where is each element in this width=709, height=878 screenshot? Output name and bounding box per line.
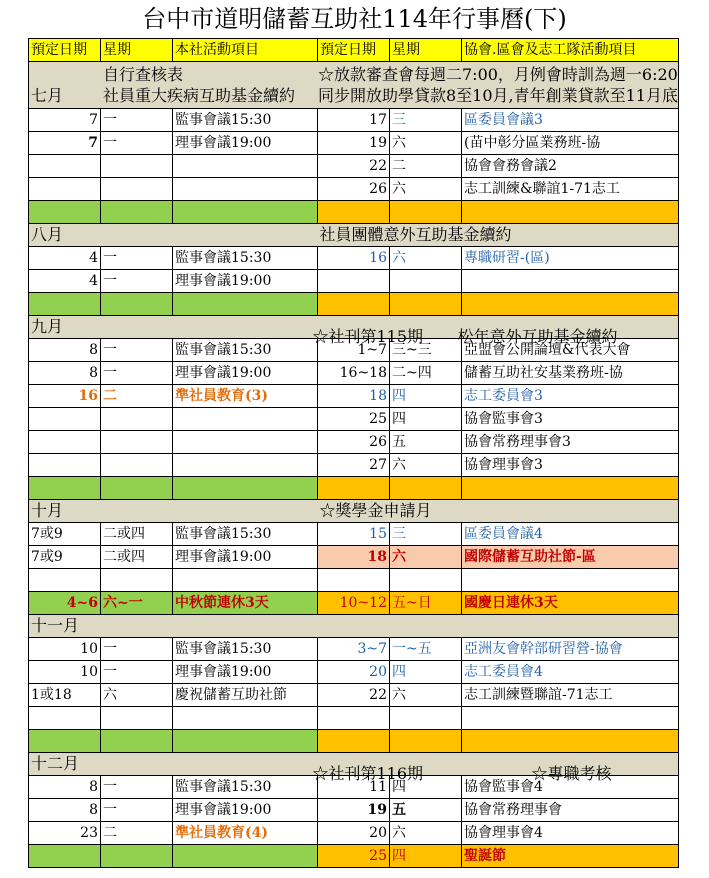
date-cell: 1或18 xyxy=(29,684,101,707)
month-label: 九月 xyxy=(31,317,64,336)
holiday-row xyxy=(29,845,679,868)
date-cell: 18 xyxy=(318,385,390,408)
table-row xyxy=(29,799,679,822)
date-cell: 17 xyxy=(318,109,390,132)
weekday-cell xyxy=(101,431,173,454)
section-note: 社員重大疾病互助基金續約 xyxy=(103,86,296,105)
month-label: 十月 xyxy=(29,500,318,523)
table-row xyxy=(29,822,679,845)
section-october xyxy=(29,500,679,523)
month-label: 八月 xyxy=(29,224,318,247)
event-cell xyxy=(173,845,318,868)
event-cell: 協會會務會議2 xyxy=(462,155,679,178)
section-note: 自行查核表 xyxy=(103,65,184,84)
weekday-cell: 四 xyxy=(390,385,462,408)
weekday-cell: 三~三 xyxy=(390,339,462,362)
event-cell xyxy=(173,454,318,477)
event-cell: 準社員教育(4) xyxy=(173,822,318,845)
weekday-cell xyxy=(101,408,173,431)
date-cell: 1~7 xyxy=(318,339,390,362)
event-cell xyxy=(173,408,318,431)
date-cell xyxy=(318,270,390,293)
event-cell: 監事會議15:30 xyxy=(173,638,318,661)
date-cell: 7或9 xyxy=(29,546,101,569)
section-note: ☆獎學金申請月 xyxy=(318,500,679,523)
month-label: 七月 xyxy=(31,86,64,105)
event-cell: 志工委員會3 xyxy=(462,385,679,408)
weekday-cell: 六 xyxy=(390,546,462,569)
event-cell: 志工訓練&聯誼1-71志工 xyxy=(462,178,679,201)
date-cell: 8 xyxy=(29,362,101,385)
date-cell: 19 xyxy=(318,132,390,155)
weekday-cell: 二或四 xyxy=(101,523,173,546)
date-cell: 26 xyxy=(318,431,390,454)
table-row xyxy=(29,546,679,569)
weekday-cell: 一 xyxy=(101,270,173,293)
event-cell: 監事會議15:30 xyxy=(173,247,318,270)
weekday-cell: 一 xyxy=(101,132,173,155)
header-date: 預定日期 xyxy=(29,39,101,62)
event-cell: 準社員教育(3) xyxy=(173,385,318,408)
section-note: 同步開放助學貸款8至10月,青年創業貸款至11月底 xyxy=(318,86,678,105)
date-cell: 10 xyxy=(29,638,101,661)
weekday-cell: 一 xyxy=(101,247,173,270)
date-cell: 19 xyxy=(318,799,390,822)
event-cell xyxy=(462,270,679,293)
calendar-table xyxy=(28,38,679,868)
event-cell: 理事會議19:00 xyxy=(173,661,318,684)
color-bar-row xyxy=(29,293,679,316)
date-cell: 7 xyxy=(29,132,101,155)
section-note: ☆放款審查會每週二7:00，月例會時訓為週一6:20 xyxy=(318,65,678,84)
table-row xyxy=(29,362,679,385)
date-cell: 27 xyxy=(318,454,390,477)
event-cell: 聖誕節 xyxy=(462,845,679,868)
weekday-cell: 四 xyxy=(390,408,462,431)
event-cell: 專職研習-(區) xyxy=(462,247,679,270)
event-cell: 監事會議15:30 xyxy=(173,776,318,799)
section-note: ☆社刊第116期 xyxy=(312,764,424,783)
header-own-activity: 本社活動項目 xyxy=(173,39,318,62)
weekday-cell: 二 xyxy=(101,822,173,845)
date-cell: 4~6 xyxy=(29,592,101,615)
date-cell: 3~7 xyxy=(318,638,390,661)
date-cell xyxy=(29,408,101,431)
weekday-cell: 一 xyxy=(101,109,173,132)
event-cell: 區委員會議3 xyxy=(462,109,679,132)
section-november xyxy=(29,615,679,638)
weekday-cell: 六 xyxy=(101,684,173,707)
table-row xyxy=(29,408,679,431)
color-bar-row xyxy=(29,730,679,753)
event-cell: 協會監事會4 xyxy=(462,776,679,799)
weekday-cell: 六 xyxy=(390,178,462,201)
event-cell: 理事會議19:00 xyxy=(173,132,318,155)
event-cell: 協會理事會3 xyxy=(462,454,679,477)
header-row xyxy=(29,39,679,62)
event-cell: 國慶日連休3天 xyxy=(462,592,679,615)
date-cell: 15 xyxy=(318,523,390,546)
month-label: 十一月 xyxy=(29,615,679,638)
weekday-cell xyxy=(101,178,173,201)
date-cell: 8 xyxy=(29,776,101,799)
weekday-cell xyxy=(101,155,173,178)
table-row xyxy=(29,385,679,408)
event-cell: 儲蓄互助社安基業務班-協 xyxy=(462,362,679,385)
weekday-cell: 一 xyxy=(101,638,173,661)
table-row xyxy=(29,638,679,661)
table-row xyxy=(29,707,679,730)
event-cell: 理事會議19:00 xyxy=(173,546,318,569)
event-cell: 志工訓練暨聯誼-71志工 xyxy=(462,684,679,707)
month-label: 十二月 xyxy=(31,754,80,773)
date-cell: 7 xyxy=(29,109,101,132)
section-note: 松年意外互助基金續約 xyxy=(457,327,618,346)
date-cell: 16 xyxy=(29,385,101,408)
event-cell: 亞洲友會幹部研習營-協會 xyxy=(462,638,679,661)
weekday-cell: 三 xyxy=(390,109,462,132)
event-cell: 中秋節連休3天 xyxy=(173,592,318,615)
weekday-cell: 一 xyxy=(101,776,173,799)
event-cell xyxy=(173,155,318,178)
date-cell: 20 xyxy=(318,661,390,684)
date-cell: 10~12 xyxy=(318,592,390,615)
date-cell: 11 xyxy=(318,776,390,799)
weekday-cell: 六~一 xyxy=(101,592,173,615)
date-cell: 25 xyxy=(318,845,390,868)
date-cell: 18 xyxy=(318,546,390,569)
section-july xyxy=(29,62,679,109)
section-note: ☆專職考核 xyxy=(531,764,612,783)
weekday-cell: 一 xyxy=(101,799,173,822)
date-cell: 20 xyxy=(318,822,390,845)
date-cell xyxy=(29,454,101,477)
weekday-cell: 一~五 xyxy=(390,638,462,661)
table-row xyxy=(29,454,679,477)
weekday-cell xyxy=(390,270,462,293)
event-cell: 協會常務理事會3 xyxy=(462,431,679,454)
table-row xyxy=(29,270,679,293)
table-row xyxy=(29,661,679,684)
section-note: ☆社刊第115期 xyxy=(312,327,424,346)
weekday-cell: 六 xyxy=(390,247,462,270)
section-september xyxy=(29,316,679,339)
date-cell: 7或9 xyxy=(29,523,101,546)
date-cell xyxy=(29,178,101,201)
table-row xyxy=(29,178,679,201)
page-title: 台中市道明儲蓄互助社114年行事曆(下) xyxy=(142,5,567,33)
table-row xyxy=(29,109,679,132)
event-cell: 國際儲蓄互助社節-區 xyxy=(462,546,679,569)
event-cell: 監事會議15:30 xyxy=(173,109,318,132)
table-row xyxy=(29,523,679,546)
header-weekday: 星期 xyxy=(101,39,173,62)
date-cell: 4 xyxy=(29,247,101,270)
event-cell: 監事會議15:30 xyxy=(173,523,318,546)
event-cell: 協會理事會4 xyxy=(462,822,679,845)
weekday-cell: 二~四 xyxy=(390,362,462,385)
weekday-cell: 二 xyxy=(101,385,173,408)
event-cell: 協會常務理事會 xyxy=(462,799,679,822)
weekday-cell: 一 xyxy=(101,362,173,385)
event-cell: 區委員會議4 xyxy=(462,523,679,546)
date-cell: 4 xyxy=(29,270,101,293)
weekday-cell: 六 xyxy=(390,684,462,707)
weekday-cell: 一 xyxy=(101,339,173,362)
weekday-cell: 五~日 xyxy=(390,592,462,615)
holiday-row xyxy=(29,592,679,615)
date-cell: 26 xyxy=(318,178,390,201)
date-cell: 16 xyxy=(318,247,390,270)
date-cell: 16~18 xyxy=(318,362,390,385)
event-cell: 志工委員會4 xyxy=(462,661,679,684)
color-bar-row xyxy=(29,201,679,224)
weekday-cell: 六 xyxy=(390,822,462,845)
event-cell: 亞盟會公開論壇&代表大會 xyxy=(462,339,679,362)
date-cell: 8 xyxy=(29,339,101,362)
section-august xyxy=(29,224,679,247)
weekday-cell: 二 xyxy=(390,155,462,178)
event-cell: 協會監事會3 xyxy=(462,408,679,431)
date-cell: 22 xyxy=(318,155,390,178)
section-december xyxy=(29,753,679,776)
color-bar-row xyxy=(29,477,679,500)
weekday-cell xyxy=(101,845,173,868)
event-cell: 慶祝儲蓄互助社節 xyxy=(173,684,318,707)
date-cell xyxy=(29,845,101,868)
weekday-cell: 二或四 xyxy=(101,546,173,569)
date-cell: 8 xyxy=(29,799,101,822)
date-cell: 23 xyxy=(29,822,101,845)
weekday-cell: 一 xyxy=(101,661,173,684)
event-cell xyxy=(173,431,318,454)
table-row xyxy=(29,569,679,592)
date-cell: 25 xyxy=(318,408,390,431)
table-row xyxy=(29,247,679,270)
weekday-cell xyxy=(101,454,173,477)
event-cell xyxy=(173,178,318,201)
header-date: 預定日期 xyxy=(318,39,390,62)
event-cell: 監事會議15:30 xyxy=(173,339,318,362)
weekday-cell: 四 xyxy=(390,776,462,799)
table-row xyxy=(29,431,679,454)
header-assoc-activity: 協會.區會及志工隊活動項目 xyxy=(462,39,679,62)
date-cell xyxy=(29,431,101,454)
event-cell: 理事會議19:00 xyxy=(173,270,318,293)
section-note: 社員團體意外互助基金續約 xyxy=(318,224,679,247)
weekday-cell: 六 xyxy=(390,132,462,155)
date-cell xyxy=(29,155,101,178)
event-cell: 理事會議19:00 xyxy=(173,362,318,385)
date-cell: 22 xyxy=(318,684,390,707)
weekday-cell: 四 xyxy=(390,845,462,868)
weekday-cell: 六 xyxy=(390,454,462,477)
weekday-cell: 五 xyxy=(390,799,462,822)
table-row xyxy=(29,684,679,707)
table-row xyxy=(29,155,679,178)
weekday-cell: 五 xyxy=(390,431,462,454)
event-cell: 理事會議19:00 xyxy=(173,799,318,822)
table-row xyxy=(29,132,679,155)
weekday-cell: 三 xyxy=(390,523,462,546)
weekday-cell: 四 xyxy=(390,661,462,684)
date-cell: 10 xyxy=(29,661,101,684)
header-weekday: 星期 xyxy=(390,39,462,62)
event-cell: (苗中彰分區業務班-協 xyxy=(462,132,679,155)
